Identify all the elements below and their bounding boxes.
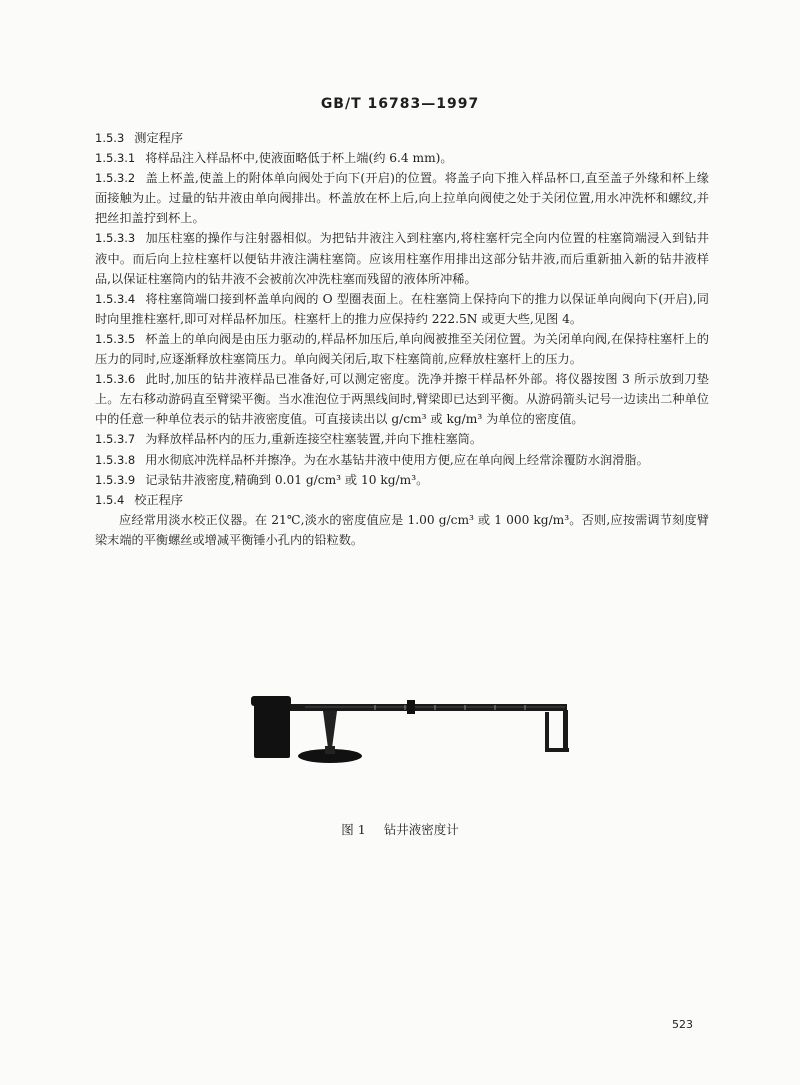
section-1-5-3-3: 1.5.3.3 加压柱塞的操作与注射器相似。为把钻井液注入到柱塞内,将柱塞杆完全向内位置的柱塞筒端浸入到钻井液中。而后向上拉柱塞杆以便钻井液注满柱塞筒。应该用柱塞作用排出这部分钻井液,而后重新抽入新的钻井液样品,以保证柱塞筒内的钻井液不会被前次冲洗柱塞而残留的液体所冲稀。 <box>95 231 709 286</box>
page-number: 523 <box>672 1018 693 1031</box>
section-1-5-3: 1.5.3 测定程序 <box>95 131 184 145</box>
figure-caption <box>0 820 800 838</box>
section-1-5-3-5: 1.5.3.5 杯盖上的单向阀是由压力驱动的,样品杯加压后,单向阀被推至关闭位置。为关闭单向阀,在保持柱塞杆上的压力的同时,应逐渐释放柱塞筒压力。单向阀关闭后,取下柱塞筒前,应释放柱塞杆上的压力。 <box>95 331 709 367</box>
section-1-5-3-4: 1.5.3.4 将柱塞筒端口接到杯盖单向阀的 O 型圈表面上。在柱塞筒上保持向下的推力以保证单向阀向下(开启),同时向里推柱塞杆,即可对样品杯加压。柱塞杆上的推力应保持约 222.5N 或更大些,见图 4。 <box>95 291 709 326</box>
figure-title: 钻井液密度计 <box>383 822 459 837</box>
page-header: GB/T 16783—1997 <box>320 96 480 112</box>
mud-balance-illustration-icon <box>245 690 575 780</box>
section-1-5-3-1: 1.5.3.1 将样品注入样品杯中,使液面略低于杯上端(约 6.4 mm)。 <box>95 151 453 166</box>
figure-label: 图 1 <box>341 822 366 837</box>
document-body <box>95 128 709 550</box>
calibration-paragraph: 应经常用淡水校正仪器。在 21℃,淡水的密度值应是 1.00 g/cm³ 或 1 000 kg/m³。否则,应按需调节刻度臂梁末端的平衡螺丝或增减平衡锤小孔内的铅粒数。 <box>95 512 709 547</box>
figure-1 <box>245 690 575 784</box>
section-1-5-3-7: 1.5.3.7 为释放样品杯内的压力,重新连接空柱塞装置,并向下推柱塞筒。 <box>95 432 483 447</box>
section-1-5-3-9: 1.5.3.9 记录钻井液密度,精确到 0.01 g/cm³ 或 10 kg/m³。 <box>95 472 429 487</box>
section-1-5-3-8: 1.5.3.8 用水彻底冲洗样品杯并擦净。为在水基钻井液中使用方便,应在单向阀上经常涂覆防水润滑脂。 <box>95 452 649 467</box>
section-1-5-3-6: 1.5.3.6 此时,加压的钻井液样品已准备好,可以测定密度。洗净并擦干样品杯外部。将仪器按图 3 所示放到刀垫上。左右移动游码直至臂梁平衡。当水准泡位于两黑线间时,臂梁即已达到平衡。从游码箭头记号一边读出二种单位中的任意一种单位表示的钻井液密度值。可直接读出以 g/cm³ 或 kg/m³ 为单位的密度值。 <box>95 372 709 427</box>
section-1-5-3-2: 1.5.3.2 盖上杯盖,使盖上的附体单向阀处于向下(开启)的位置。将盖子向下推入样品杯口,直至盖子外缘和杯上缘面接触为止。过量的钻井液由单向阀排出。杯盖放在杯上后,向上拉单向阀使之处于关闭位置,用水冲洗杯和螺纹,并把丝扣盖拧到杯上。 <box>95 171 709 226</box>
section-1-5-4: 1.5.4 校正程序 <box>95 492 184 507</box>
